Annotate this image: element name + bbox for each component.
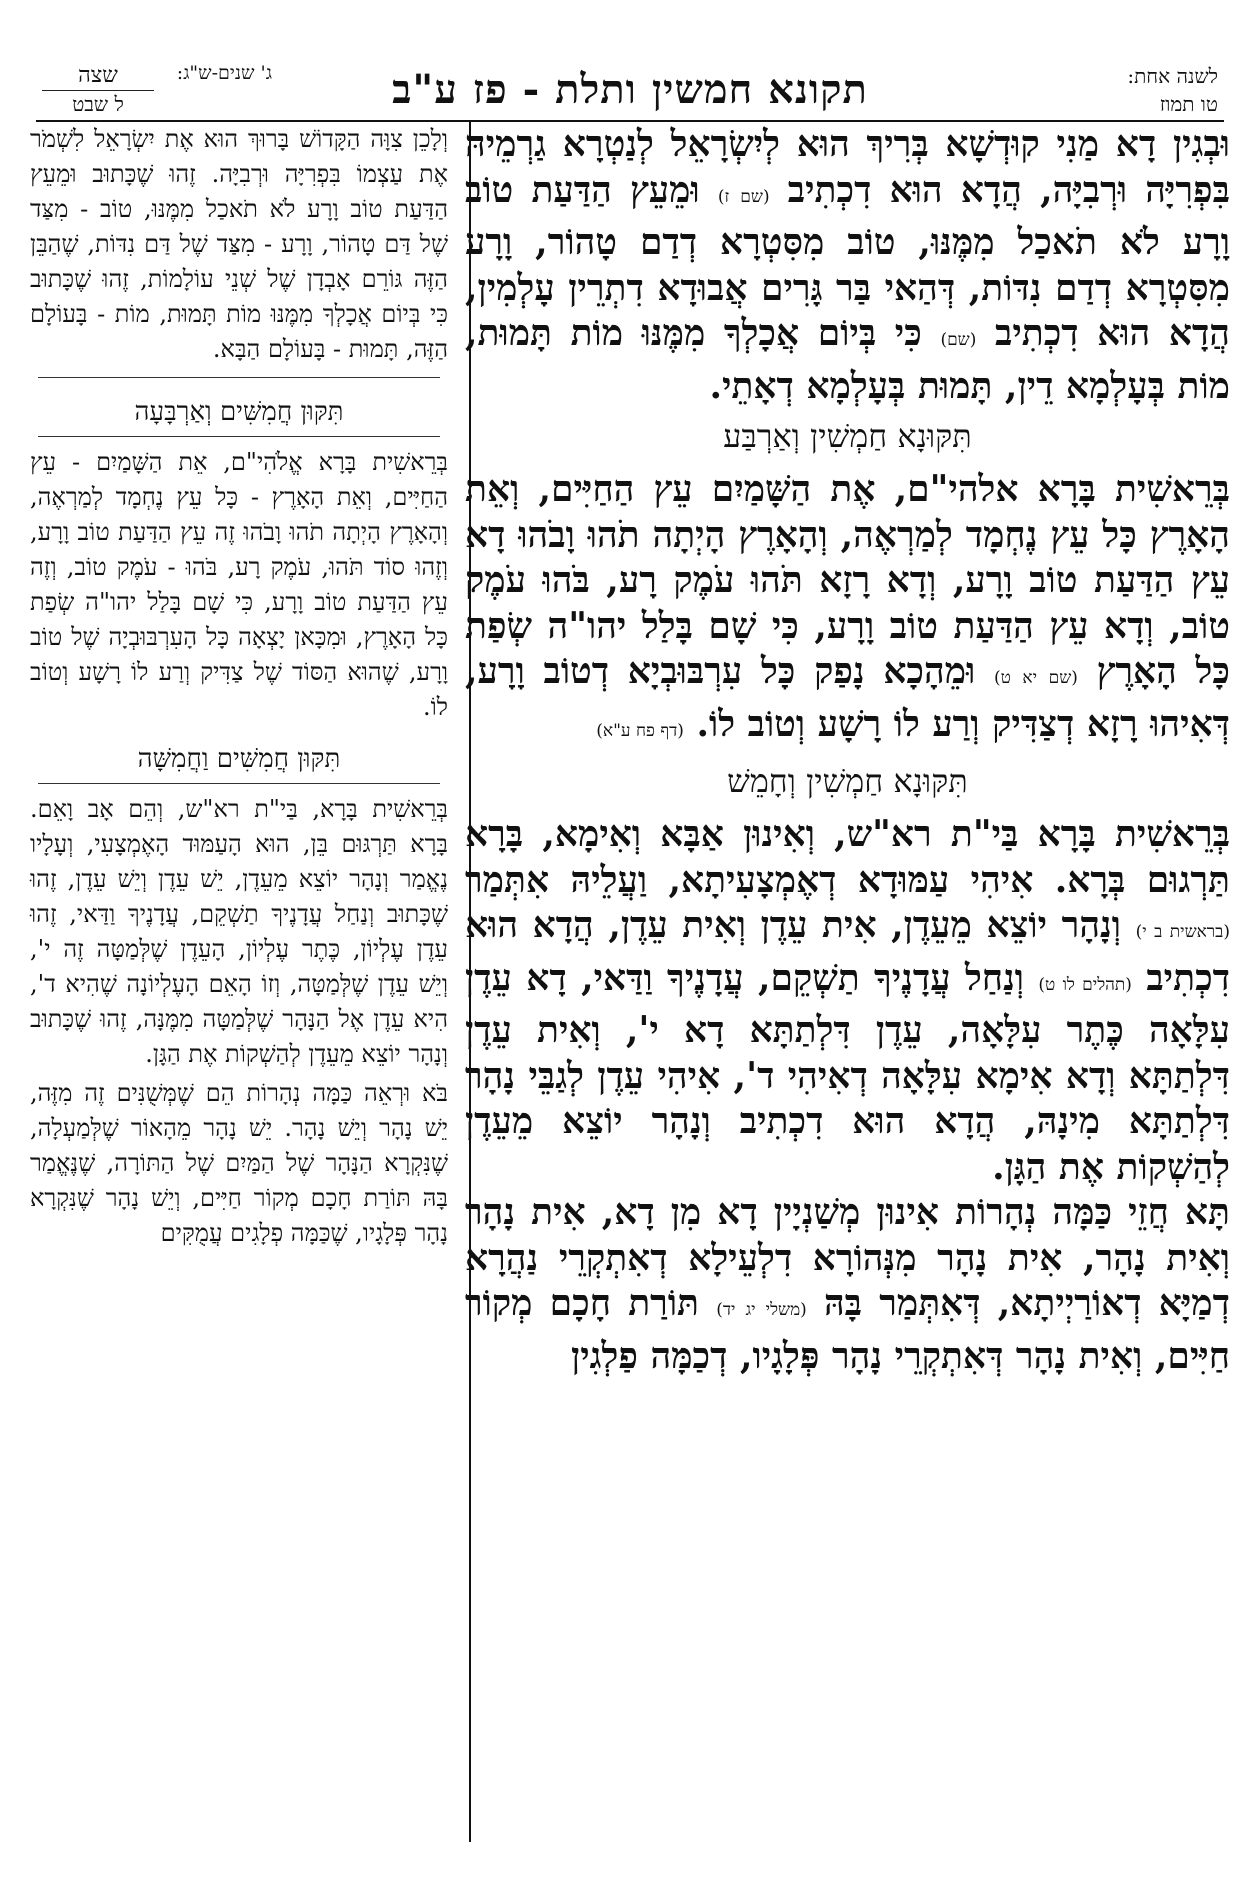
- main-text-segment: וְנָהָר יוֹצֵא מֵעֵדֶן, אִית עֵדֶן וְאִית עֵדֶן, הֲדָא הוּא דִכְתִיב: [465, 904, 1230, 999]
- page-reference: (דף פח ע"א): [596, 720, 684, 741]
- section-rule: [38, 377, 440, 378]
- main-text-segment: תּוֹרַת חָכָם מְקוֹר חַיִּים, וְאִית נָהָר דְּאִתְקְרֵי נָהָר פְּלָגָיו, דְכַמָּה פַלְגִין: [465, 1282, 1230, 1377]
- source-reference: (שם ז): [717, 186, 770, 207]
- main-text-segment: וּבְגִין דָא מַנִי קוּדְשָׁא בְּרִיךְ הוּא לְיִשְׂרָאֵל לְנַטְרָא גַרְמֵיהּ בִּפְרִיָּה וּרְבִיָּה, הֲדָא הוּא דִכְתִיב: [465, 123, 1230, 211]
- header-three-year-date: ל שבט: [72, 92, 124, 116]
- translation-paragraph: בְּרֵאשִׁית בָּרָא אֱלֹהִי"ם, אֵת הַשָּׁמַיִם - עֵץ הַחַיִּים, וְאֵת הָאָרֶץ - כָּל עֵץ נֶחְמָד לְמַרְאֶה, וְהָאָרֶץ הָיְתָה תֹהוּ וָבֹהוּ זֶה עֵץ הַדַּעַת טוֹב וָרָע, וְזֶהוּ סוֹד תֹּהוּ, עֹמֶק רָע, בֹּהוּ - עֹמֶק טוֹב, וְזֶה עֵץ הַדַּעַת טוֹב וָרָע, כִּי שָׁם בָּלַל יהו"ה שְׂפַת כָּל הָאָרֶץ, וּמִכָּאן יָצְאָה כָּל הָעִרְבּוּבְיָה שֶׁל טוֹב וָרָע, שֶׁהוּא הַסּוֹד שֶׁל צַדִּיק וְרַע לוֹ רָשָׁע וְטוֹב לוֹ.: [30, 448, 448, 721]
- source-reference: (שם): [940, 330, 977, 350]
- main-text-segment: וּמֵהָכָא נָפַק כָּל עִרְבּוּבְיָא דְטוֹב וָרָע, דְּאִיהוּ רָזָא דְצַדִּיק וְרַע לוֹ רָשָׁע וְטוֹב לוֹ.: [465, 650, 1230, 745]
- main-text-segment: בְּרֵאשִׁית בָּרָא בַּי"ת רא"ש, וְאִינוּן אַבָּא וְאִימָא, בָּרָא תַּרְגוּם בְּרָא. אִיהִי עַמּוּדָא דְאֶמְצָעִיתָא, וַעֲלֵיהּ אִתְּמַר: [465, 813, 1230, 901]
- main-paragraph: [465, 122, 1230, 409]
- main-paragraph: [465, 1190, 1230, 1379]
- page-header: [36, 62, 1224, 120]
- main-column: [465, 122, 1230, 1862]
- main-paragraph: [465, 812, 1230, 1190]
- main-paragraph: [465, 467, 1230, 754]
- section-rule: [38, 783, 440, 784]
- header-one-year-label: לשנה אחת:: [1127, 64, 1218, 88]
- main-text-segment: וְנַחַל עֲדָנֶיךָ תַשְׁקֵם, עֲדָנֶיךָ וַדַּאי, דָא עֵדֶן עִלָּאָה כֶּתֶר עִלָּאָה, עֵדֶן דִּלְתַתָּא דָא י', וְאִית עֵדֶן דִּלְתַתָּא וְדָא אִימָא עִלָּאָה דְאִיהִי ד', אִיהִי עֵדֶן לְגַבֵּי נָהָר דִּלְתַתָּא מִינָהּ, הֲדָא הוּא דִכְתִיב וְנָהָר יוֹצֵא מֵעֵדֶן לְהַשְׁקוֹת אֶת הַגָּן.: [465, 956, 1230, 1188]
- source-reference: (שם יא ט): [993, 668, 1078, 688]
- main-text-segment: וּמֵעֵץ הַדַּעַת טוֹב וָרָע לֹא תֹאכַל מִמֶּנּוּ, טוֹב מִסִּטְרָא דְדַם טָהוֹר, וָרָע מִסִּטְרָא דְדַם נִדּוֹת, דְּהַאי בַּר גָּרִים אֲבוּדָא דִתְרֵין עָלְמִין, הֲדָא הוּא דִכְתִיב: [465, 168, 1230, 354]
- section-heading-55: תִּקּוּנָא חַמְשִׁין וְחָמֵשׁ: [727, 762, 968, 800]
- section-rule: [38, 436, 440, 437]
- header-one-year-date: טו תמוז: [1159, 92, 1218, 116]
- source-reference: (משלי יג יד): [716, 1300, 807, 1320]
- main-text-segment: בְּרֵאשִׁית בָּרָא אלהי"ם, אֶת הַשָּׁמַיִם עֵץ הַחַיִּים, וְאֵת הָאָרֶץ כָּל עֵץ נֶחְמָד לְמַרְאֶה, וְהָאָרֶץ הָיְתָה תֹהוּ וָבֹהוּ דָא עֵץ הַדַּעַת טוֹב וָרָע, וְדָא רָזָא תֹּהוּ עֹמֶק רָע, בֹּהוּ עֹמֶק טוֹב, וְדָא עֵץ הַדַּעַת טוֹב וָרָע, כִּי שָׁם בָּלַל יהו"ה שְׂפַת כָּל הָאָרֶץ: [465, 468, 1230, 692]
- header-left-group: [42, 62, 272, 120]
- translation-paragraph: בֹּא וּרְאֵה כַּמָּה נְהָרוֹת הֵם שֶׁמְּשֻׁנִּים זֶה מִזֶּה, יֵשׁ נָהָר וְיֵשׁ נָהָר. יֵשׁ נָהָר מֵהָאוֹר שֶׁלְּמַעְלָה, שֶׁנִּקְרָא הַנָּהָר שֶׁל הַמַּיִם שֶׁל הַתּוֹרָה, שֶׁנֶּאֱמַר בָּהּ תּוֹרַת חָכָם מְקוֹר חַיִּים, וְיֵשׁ נָהָר שֶׁנִּקְרָא נָהָר פְּלָגָיו, שֶׁכַּמָּה פְלָגִים עֲמֻקִּים: [30, 1079, 448, 1247]
- source-reference: (בראשית ב י): [1135, 922, 1230, 942]
- section-heading-54: תִּקּוּנָא חַמְשִׁין וְאַרְבַּע: [723, 417, 972, 455]
- header-three-year-label: ג' שנים-ש"ג:: [176, 62, 272, 84]
- header-folio-divider: [42, 90, 154, 91]
- translation-paragraph: וְלָכֵן צִוָּה הַקָּדוֹשׁ בָּרוּךְ הוּא אֶת יִשְׂרָאֵל לִשְׁמֹר אֶת עַצְמוֹ בִּפְרִיָּה וּרְבִיָּה. זֶהוּ שֶׁכָּתוּב וּמֵעֵץ הַדַּעַת טוֹב וָרָע לֹא תֹאכַל מִמֶּנּוּ, טוֹב - מִצַּד שֶׁל דַּם טָהוֹר, וָרָע - מִצַּד שֶׁל דַּם נִדּוֹת, שֶׁהַבֵּן הַזֶּה גּוֹרֵם אָבְדָן שֶׁל שְׁנֵי עוֹלָמוֹת, זֶהוּ שֶׁכָּתוּב כִּי בְּיוֹם אֲכָלְךָ מִמֶּנּוּ מוֹת תָּמוּת, מוֹת - בָּעוֹלָם הַזֶּה, תָּמוּת - בָּעוֹלָם הַבָּא.: [30, 125, 448, 363]
- column-divider: [469, 122, 471, 1842]
- translation-heading-54: תִּקּוּן חֲמִשִּׁים וְאַרְבָּעָה: [134, 397, 344, 427]
- translation-column: [30, 122, 448, 1862]
- translation-paragraph: בְּרֵאשִׁית בָּרָא, בַּי"ת רא"ש, וְהֵם אָב וָאֵם. בָּרָא תַּרְגּוּם בֵּן, הוּא הָעַמּוּד הָאֶמְצָעִי, וְעָלָיו נֶאֱמַר וְנָהָר יוֹצֵא מֵעֵדֶן, יֵשׁ עֵדֶן וְיֵשׁ עֵדֶן, זֶהוּ שֶׁכָּתוּב וְנַחַל עֲדָנֶיךָ תַשְׁקֵם, עֲדָנֶיךָ וַדַּאי, זֶהוּ עֵדֶן עֶלְיוֹן, כֶּתֶר עֶלְיוֹן, הָעֵדֶן שֶׁלְּמַטָּה זֶה י', וְיֵשׁ עֵדֶן שֶׁלְּמַטָּה, וְזוֹ הָאֵם הָעֶלְיוֹנָה שֶׁהִיא ד', הִיא עֵדֶן אֶל הַנָּהָר שֶׁלְּמַטָּה מִמֶּנָּה, זֶהוּ שֶׁכָּתוּב וְנָהָר יוֹצֵא מֵעֵדֶן לְהַשְׁקוֹת אֶת הַגָּן.: [30, 795, 448, 1068]
- main-text-segment: כִּי בְּיוֹם אֲכָלְךָ מִמֶּנּוּ מוֹת תָּמוּת, מוֹת בְּעָלְמָא דֵין, תָּמוּת בְּעָלְמָא דְאָתֵי.: [465, 312, 1230, 407]
- page-title: תקונא חמשין ותלת - פז ע"ב: [392, 66, 868, 113]
- page-number: שצה: [78, 63, 118, 88]
- main-text-segment: תָּא חֲזֵי כַּמָּה נְהָרוֹת אִינוּן מְשַׁנְיָין דָא מִן דָא, אִית נָהָר וְאִית נָהָר, אִית נָהָר מִנְּהוֹרָא דִלְעֵילָא דְאִתְקְרֵי נַהֲרָא דְמַיָּא דְאוֹרַיְיתָא, דְּאִתְּמַר בָּהּ: [465, 1191, 1230, 1324]
- source-reference: (תהלים לו ט): [1038, 974, 1132, 995]
- translation-heading-55: תִּקּוּן חֲמִשִּׁים וַחֲמִשָּׁה: [137, 744, 341, 774]
